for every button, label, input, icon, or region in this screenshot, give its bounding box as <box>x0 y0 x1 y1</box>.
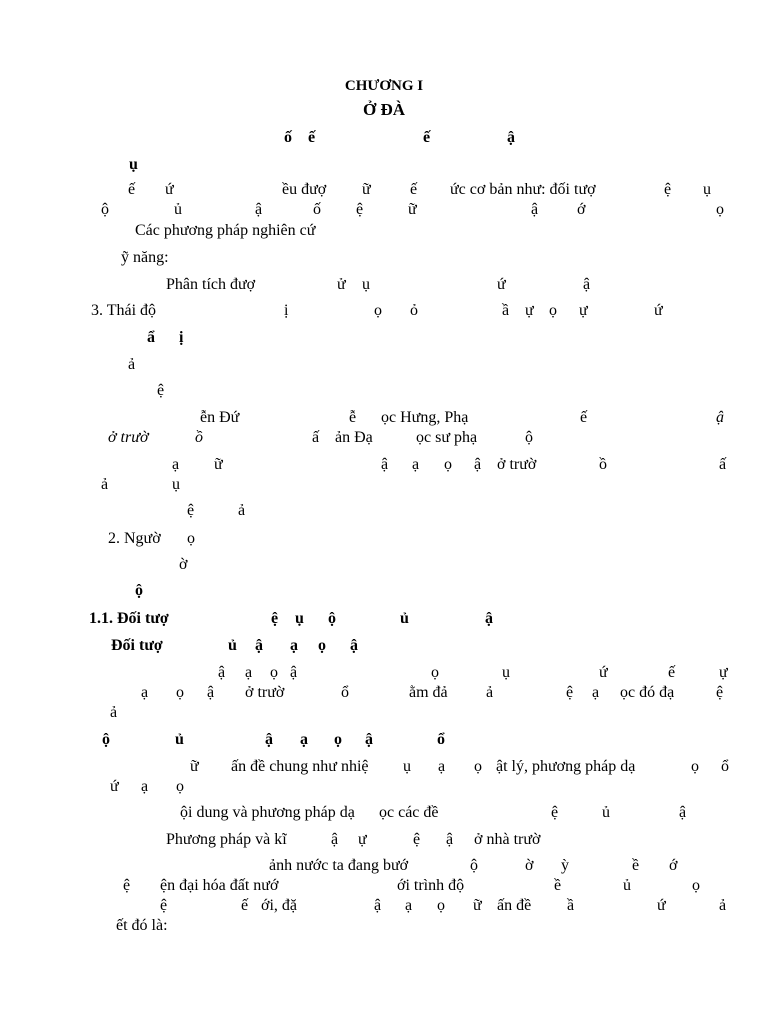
text-fragment: ự <box>579 302 588 319</box>
text-fragment: ụ <box>295 610 304 627</box>
text-fragment: ả <box>101 476 109 493</box>
text-fragment: ụ <box>703 181 711 198</box>
text-fragment: ệ <box>123 877 131 894</box>
text-fragment: ậ <box>218 664 226 681</box>
text-line <box>0 221 768 245</box>
text-fragment: ệ <box>413 831 421 848</box>
text-fragment: ậ <box>531 201 539 218</box>
text-fragment: ọc các đề <box>379 804 439 821</box>
text-fragment: ọ <box>437 897 445 914</box>
chapter-subtitle: Ở ĐÀ <box>362 100 406 119</box>
text-fragment: ữ <box>362 181 371 198</box>
text-fragment: ề <box>632 857 640 874</box>
text-fragment: ện đại hóa đất nướ <box>160 877 279 894</box>
text-fragment: Đối tượ <box>111 637 163 654</box>
text-fragment: ạ <box>412 456 420 473</box>
text-fragment: ều đượ <box>282 181 327 198</box>
text-fragment: ọ <box>176 684 184 701</box>
text-fragment: ế <box>128 181 136 198</box>
text-fragment: ả <box>719 897 727 914</box>
text-line <box>0 275 768 299</box>
text-fragment: ủ <box>602 804 610 821</box>
text-fragment: ờ <box>525 857 534 874</box>
text-fragment: ệ <box>160 897 168 914</box>
text-fragment: ự <box>525 302 534 319</box>
text-fragment: ờ <box>179 556 188 573</box>
text-fragment: ậ <box>365 731 373 748</box>
text-fragment: ọ <box>444 456 452 473</box>
text-fragment: ọ <box>374 302 382 319</box>
text-fragment: ồ <box>195 429 203 446</box>
text-fragment: ế <box>308 129 316 146</box>
text-fragment: ọc Hưng, Phạ <box>381 409 469 426</box>
text-fragment: ả <box>238 502 246 519</box>
text-fragment: ọ <box>474 758 482 775</box>
text-fragment: Phương pháp và kĩ <box>166 831 287 848</box>
text-fragment: ậ <box>265 731 273 748</box>
text-fragment: ự <box>719 664 728 681</box>
text-fragment: ọ <box>176 778 184 795</box>
text-fragment: ệ <box>187 502 195 519</box>
text-fragment: ồ <box>599 456 607 473</box>
text-fragment: ủ <box>175 731 184 748</box>
text-fragment: ọ <box>691 758 699 775</box>
text-fragment: ọ <box>187 530 195 547</box>
chapter-subtitle-line <box>0 100 768 124</box>
text-fragment: ọ <box>270 664 278 681</box>
text-fragment: ị <box>284 302 289 319</box>
text-fragment: ọ <box>318 637 326 654</box>
text-fragment: ế <box>668 664 676 681</box>
text-fragment: ậ <box>583 276 591 293</box>
text-fragment: ạ <box>300 731 308 748</box>
text-fragment: ữ <box>473 897 482 914</box>
text-fragment: ở trườ <box>497 456 537 473</box>
text-fragment: ảnh nước ta đang bướ <box>269 857 409 874</box>
text-fragment: ạ <box>290 637 298 654</box>
text-fragment: ố <box>284 129 292 146</box>
text-fragment: 3. Thái độ <box>91 302 157 319</box>
text-fragment: ệ <box>356 201 364 218</box>
text-fragment: ậ <box>507 129 515 146</box>
text-fragment: ả <box>110 704 118 721</box>
text-fragment: ậ <box>716 409 724 426</box>
text-fragment: ấ <box>719 456 727 473</box>
text-fragment: ự <box>358 831 367 848</box>
text-fragment: ậ <box>679 804 687 821</box>
text-fragment: ậ <box>374 897 382 914</box>
text-line <box>0 355 768 379</box>
text-fragment: ở nhà trườ <box>474 831 541 848</box>
text-fragment: ủ <box>228 637 237 654</box>
text-fragment: ệ <box>551 804 559 821</box>
text-line <box>0 529 768 553</box>
text-fragment: ụ <box>362 276 370 293</box>
text-fragment: ọc đó đạ <box>620 684 675 701</box>
text-fragment: ụ <box>172 476 180 493</box>
text-fragment: ọ <box>549 302 557 319</box>
text-fragment: ủ <box>623 877 631 894</box>
chapter-title: CHƯƠNG I <box>344 78 424 94</box>
text-line <box>0 555 768 579</box>
text-fragment: ứ <box>599 664 608 681</box>
text-fragment: ổ <box>437 731 445 748</box>
text-fragment: ản Đạ <box>335 429 373 446</box>
text-fragment: ầ <box>567 897 575 914</box>
text-fragment: ới, đặ <box>261 897 298 914</box>
text-fragment: ẩ <box>147 329 155 346</box>
text-fragment: ụ <box>129 156 138 173</box>
text-fragment: ạ <box>405 897 413 914</box>
text-fragment: ứ <box>165 181 174 198</box>
section-heading <box>0 609 768 633</box>
sub-heading <box>0 636 768 660</box>
text-fragment: ấ <box>312 429 320 446</box>
text-fragment: 2. Ngườ <box>108 530 161 547</box>
text-line <box>0 501 768 525</box>
text-fragment: ữ <box>408 201 417 218</box>
text-fragment: ề <box>554 877 562 894</box>
sub-heading <box>0 730 768 754</box>
text-fragment: ọc sư phạ <box>416 429 478 446</box>
text-fragment: ỹ năng: <box>121 249 169 266</box>
text-fragment: ữ <box>190 758 199 775</box>
text-fragment: ạ <box>141 778 149 795</box>
text-fragment: ậ <box>350 637 358 654</box>
text-fragment: ội dung và phương pháp dạ <box>180 804 355 821</box>
text-fragment: ạ <box>141 684 149 701</box>
text-fragment: ỏ <box>410 302 418 319</box>
heading-line <box>0 128 768 152</box>
text-fragment: ớ <box>669 857 678 874</box>
text-fragment: ở trườ <box>245 684 285 701</box>
text-fragment: ậ <box>485 610 493 627</box>
text-line <box>0 916 768 940</box>
text-fragment: Các phương pháp nghiên cứ <box>135 222 316 239</box>
text-line <box>0 248 768 272</box>
text-fragment: ọ <box>716 201 724 218</box>
text-line <box>0 475 768 499</box>
text-fragment: ộ <box>102 731 110 748</box>
text-fragment: ứ <box>497 276 506 293</box>
text-fragment: ứ <box>657 897 666 914</box>
text-fragment: ức cơ bản như: đối tượ <box>450 181 596 198</box>
text-fragment: ả <box>128 356 136 373</box>
text-fragment: ế <box>410 181 418 198</box>
text-fragment: Phân tích đượ <box>166 276 256 293</box>
text-fragment: ộ <box>101 201 109 218</box>
text-fragment: ệ <box>716 684 724 701</box>
text-fragment: ậ <box>331 831 339 848</box>
text-fragment: ế <box>241 897 249 914</box>
text-fragment: ệ <box>271 610 279 627</box>
text-fragment: ộ <box>328 610 336 627</box>
text-fragment: ị <box>179 329 184 346</box>
text-fragment: ọ <box>692 877 700 894</box>
text-fragment: ữ <box>214 456 223 473</box>
text-fragment: ật lý, phương pháp dạ <box>496 758 636 775</box>
text-fragment: ấn đề <box>497 897 532 914</box>
text-fragment: ết đó là: <box>116 917 168 934</box>
text-fragment: ệ <box>157 382 165 399</box>
text-line <box>0 703 768 727</box>
text-fragment: ế <box>423 129 431 146</box>
text-fragment: ủ <box>174 201 182 218</box>
text-fragment: ầ <box>502 302 510 319</box>
text-fragment: ới trình độ <box>397 877 465 894</box>
text-line <box>0 777 768 801</box>
text-fragment: ấn đề chung như nhiệ <box>231 758 369 775</box>
text-fragment: ạ <box>592 684 600 701</box>
text-fragment: ỳ <box>561 857 569 874</box>
text-line <box>0 381 768 405</box>
text-fragment: ệ <box>566 684 574 701</box>
text-line <box>0 328 768 352</box>
text-fragment: ộ <box>470 857 478 874</box>
text-fragment: ụ <box>502 664 510 681</box>
text-line <box>0 581 768 605</box>
text-fragment: ế <box>580 409 588 426</box>
text-line <box>0 803 768 827</box>
text-fragment: ạ <box>438 758 446 775</box>
text-fragment: ở trườ <box>108 429 149 446</box>
text-fragment: ổ <box>721 758 729 775</box>
text-line <box>0 830 768 854</box>
text-fragment: ọ <box>431 664 439 681</box>
text-fragment: ủ <box>400 610 409 627</box>
text-fragment: ạ <box>172 456 180 473</box>
text-fragment: ậ <box>446 831 454 848</box>
text-fragment: ọ <box>334 731 342 748</box>
text-line <box>0 301 768 325</box>
text-fragment: ễn Đứ <box>200 409 240 426</box>
text-fragment: ạ <box>245 664 253 681</box>
text-fragment: 1.1. Đối tượ <box>89 610 169 627</box>
text-fragment: ậ <box>290 664 298 681</box>
text-fragment: ậ <box>207 684 215 701</box>
chapter-title-line <box>0 78 768 102</box>
text-fragment: ệ <box>664 181 672 198</box>
text-line <box>0 428 768 452</box>
text-fragment: ố <box>313 201 321 218</box>
text-fragment: ả <box>486 684 494 701</box>
text-fragment: ụ <box>403 758 411 775</box>
text-fragment: ổ <box>341 684 349 701</box>
text-fragment: ằm đả <box>409 684 448 701</box>
text-fragment: ậ <box>255 201 263 218</box>
text-fragment: ứ <box>110 778 119 795</box>
text-fragment: ậ <box>474 456 482 473</box>
text-fragment: ớ <box>577 201 586 218</box>
text-fragment: ậ <box>381 456 389 473</box>
text-line <box>0 155 768 179</box>
text-fragment: ộ <box>525 429 533 446</box>
text-fragment: ứ <box>654 302 663 319</box>
text-fragment: ử <box>337 276 346 293</box>
text-fragment: ộ <box>135 582 143 599</box>
text-fragment: ậ <box>255 637 263 654</box>
text-fragment: ễ <box>349 409 357 426</box>
